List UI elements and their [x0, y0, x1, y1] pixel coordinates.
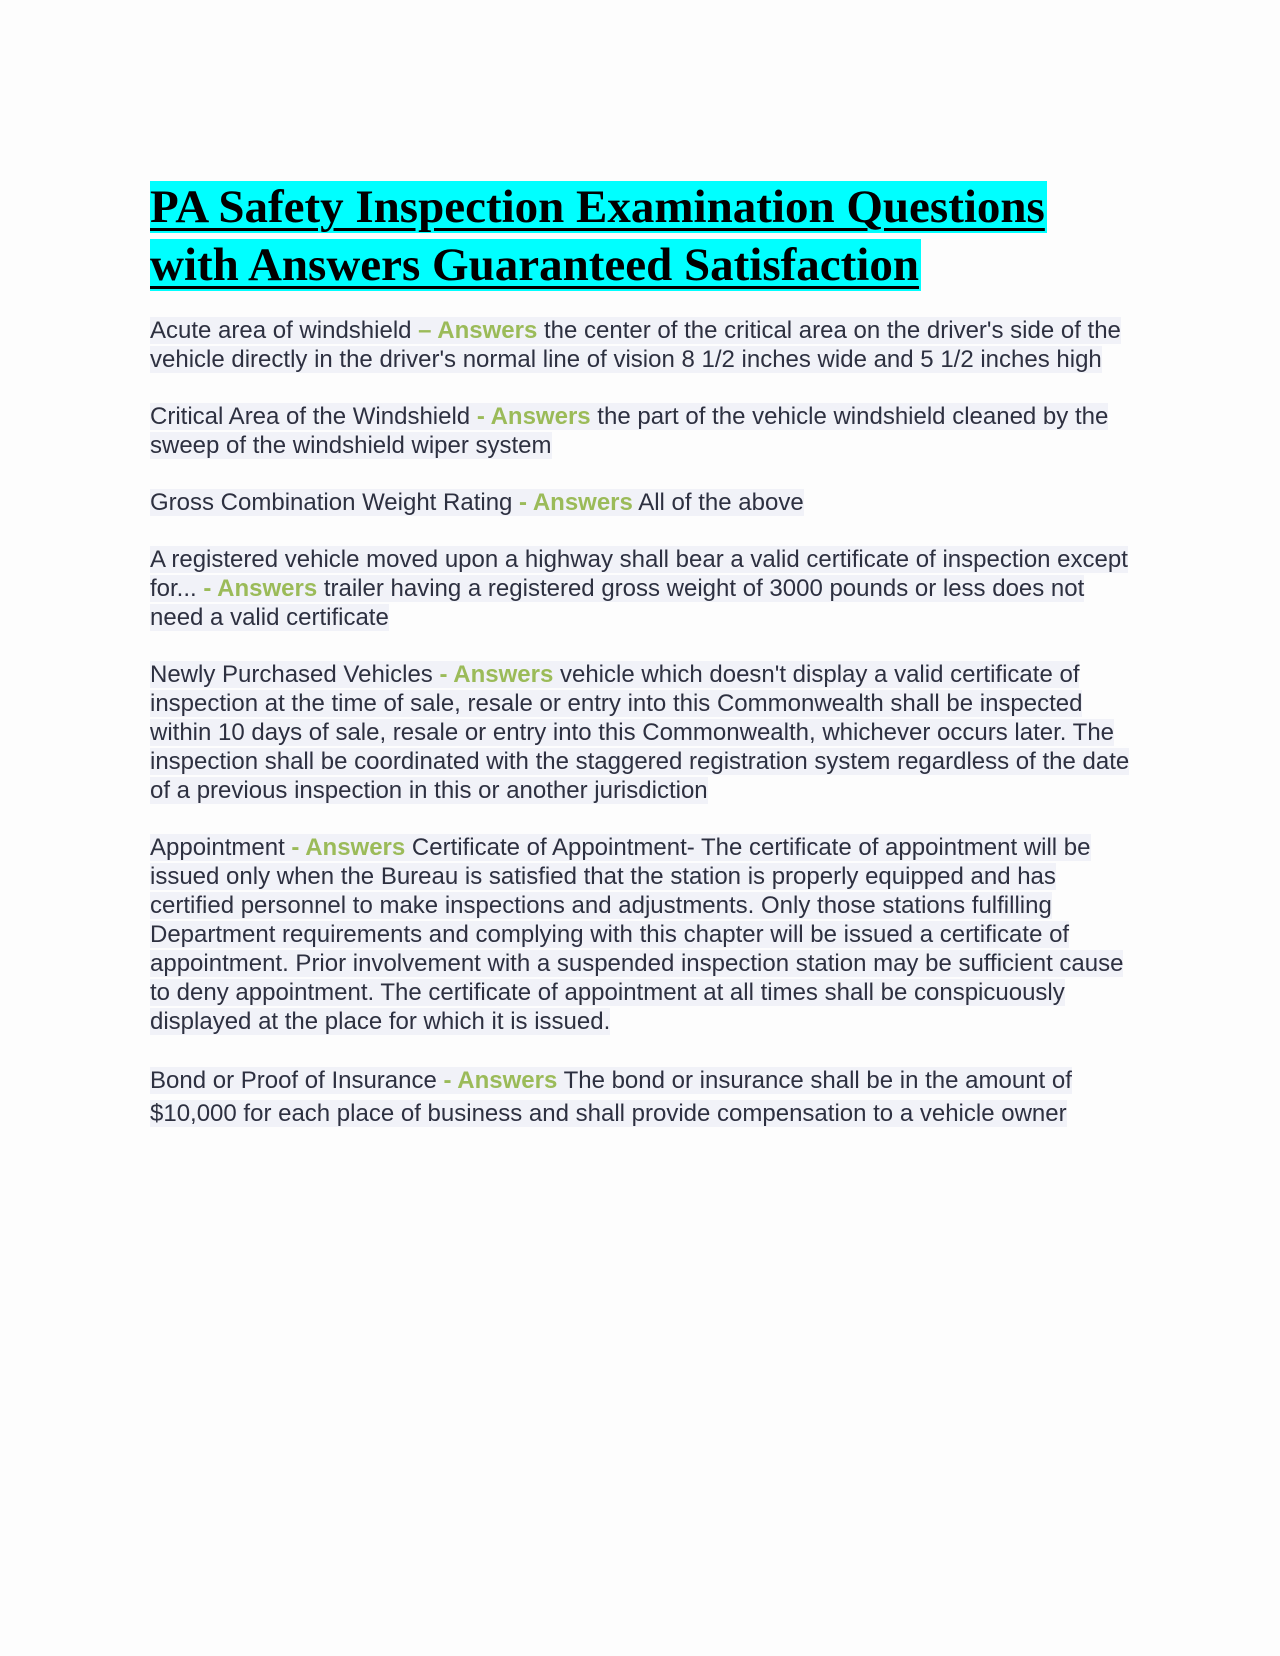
answer-text: the center of the critical area on the driver's side of the vehicle directly in the driver's normal line of vision 8 1/2 inches wide and 5 1/2 inches high: [150, 317, 1121, 373]
question-text: Acute area of windshield: [150, 317, 412, 344]
answer-text: trailer having a registered gross weight of 3000 pounds or less does not need a valid certificate: [150, 575, 1085, 631]
answers-label: - Answers: [470, 403, 591, 430]
qa-item: [150, 1064, 1135, 1130]
question-text: Bond or Proof of Insurance: [150, 1067, 437, 1094]
qa-item: [150, 488, 1135, 517]
question-text: Appointment: [150, 834, 285, 861]
qa-item: [150, 545, 1135, 632]
question-text: Newly Purchased Vehicles: [150, 661, 433, 688]
answer-text: the part of the vehicle windshield cleaned by the sweep of the windshield wiper system: [150, 403, 1109, 459]
answer-text: The bond or insurance shall be in the amount of $10,000 for each place of business and shall provide compensation to a vehicle owner: [150, 1067, 1072, 1127]
qa-item: [150, 316, 1135, 374]
question-text: Critical Area of the Windshield: [150, 403, 471, 430]
qa-item: [150, 833, 1135, 1036]
answers-label: - Answers: [512, 489, 633, 516]
answers-label: – Answers: [411, 317, 538, 344]
document-title: [150, 178, 1135, 294]
document-page: [150, 178, 1135, 1158]
question-text: Gross Combination Weight Rating: [150, 489, 513, 516]
answer-text: Certificate of Appointment- The certificate of appointment will be issued only when the Bureau is satisfied that the station is properly equipped and has certified personnel to make inspections and adjustments. Only those stations fulfilling Department requirements and complying with this chapter will be issued a certificate of appointment. Prior involvement with a suspended inspection station may be sufficient cause to deny appointment. The certificate of appointment at all times shall be conspicuously displayed at the place for which it is issued.: [150, 834, 1124, 1035]
qa-item: [150, 402, 1135, 460]
title-line-2: with Answers Guaranteed Satisfaction: [150, 239, 919, 291]
answer-text: All of the above: [632, 489, 804, 516]
answer-text: vehicle which doesn't display a valid certificate of inspection at the time of sale, resale or entry into this Commonwealth shall be inspected within 10 days of sale, resale or entry into this Commonwealth, whichever occurs later. The inspection shall be coordinated with the staggered registration system regardless of the date of a previous inspection in this or another jurisdiction: [150, 661, 1130, 804]
answers-label: - Answers: [432, 661, 554, 688]
qa-item: [150, 660, 1135, 805]
title-line-1: PA Safety Inspection Examination Questions: [150, 181, 1045, 233]
question-text: A registered vehicle moved upon a highway shall bear a valid certificate of inspection except for...: [150, 546, 1128, 602]
answers-label: - Answers: [284, 834, 406, 861]
answers-label: - Answers: [436, 1067, 558, 1094]
answers-label: - Answers: [196, 575, 318, 602]
